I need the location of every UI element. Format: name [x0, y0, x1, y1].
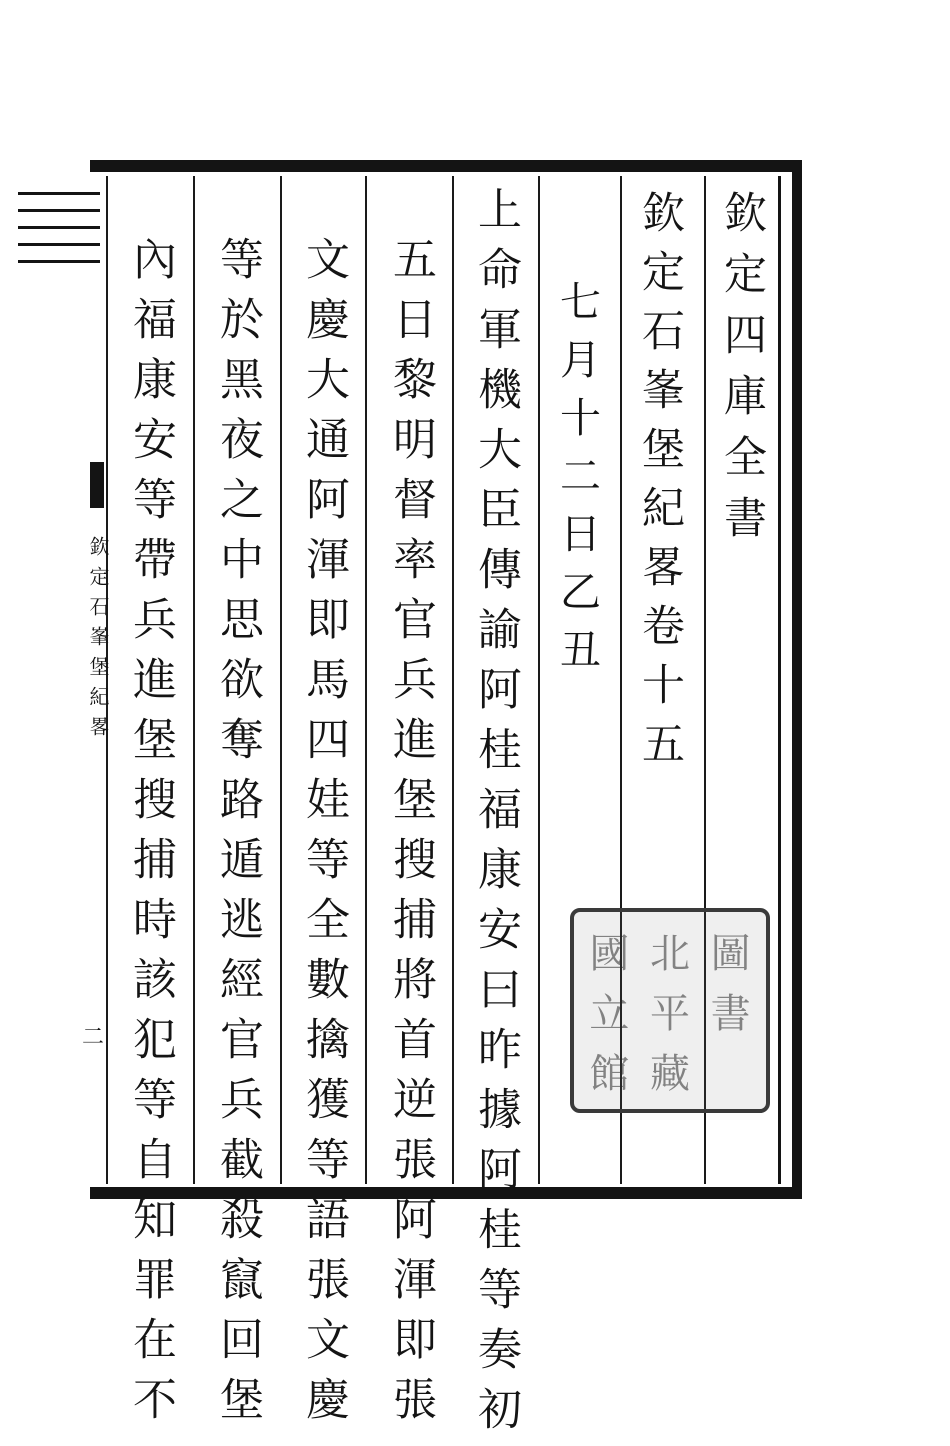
- running-title: 欽定四庫全書: [717, 190, 767, 556]
- column-rule: [280, 176, 282, 1184]
- seal-char: 館: [589, 1050, 630, 1097]
- text-column: 上命軍機大臣傳諭阿桂福康安曰昨據阿桂等奏初: [470, 186, 521, 1446]
- library-seal-stamp: [570, 908, 770, 1113]
- column-rule: [452, 176, 454, 1184]
- page-frame-right-inner: [778, 176, 781, 1184]
- seal-char: 書: [710, 990, 751, 1037]
- seal-char: 圖: [710, 931, 751, 978]
- seal-char: [701, 1041, 760, 1099]
- fishtail-mark: [90, 462, 104, 508]
- seal-char: 北: [649, 931, 690, 978]
- volume-title: 欽定石峯堡紀畧卷十五: [635, 190, 685, 780]
- seal-char: 藏: [649, 1050, 690, 1097]
- page-frame-bottom: [90, 1187, 802, 1199]
- column-rule: [365, 176, 367, 1184]
- spine-ornament: [8, 178, 100, 308]
- column-rule: [538, 176, 540, 1184]
- seal-char: 平: [649, 990, 690, 1037]
- seal-char: 國: [589, 931, 630, 978]
- page-number: 二: [82, 1025, 105, 1050]
- text-column: 等於黑夜之中思欲奪路遁逃經官兵截殺竄回堡: [212, 236, 263, 1436]
- page-frame-right: [792, 168, 802, 1193]
- text-column: 文慶大通阿渾即馬四娃等全數擒獲等語張文慶: [298, 236, 349, 1436]
- text-column: 內福康安等帶兵進堡搜捕時該犯等自知罪在不: [125, 236, 176, 1436]
- spine-title: 欽定石峯堡紀畧: [86, 536, 110, 746]
- page-frame-top: [90, 160, 802, 172]
- column-rule: [193, 176, 195, 1184]
- date-heading: 七月十二日乙丑: [553, 280, 601, 686]
- text-column: 五日黎明督率官兵進堡搜捕將首逆張阿渾即張: [385, 236, 436, 1436]
- seal-char: 立: [589, 990, 630, 1037]
